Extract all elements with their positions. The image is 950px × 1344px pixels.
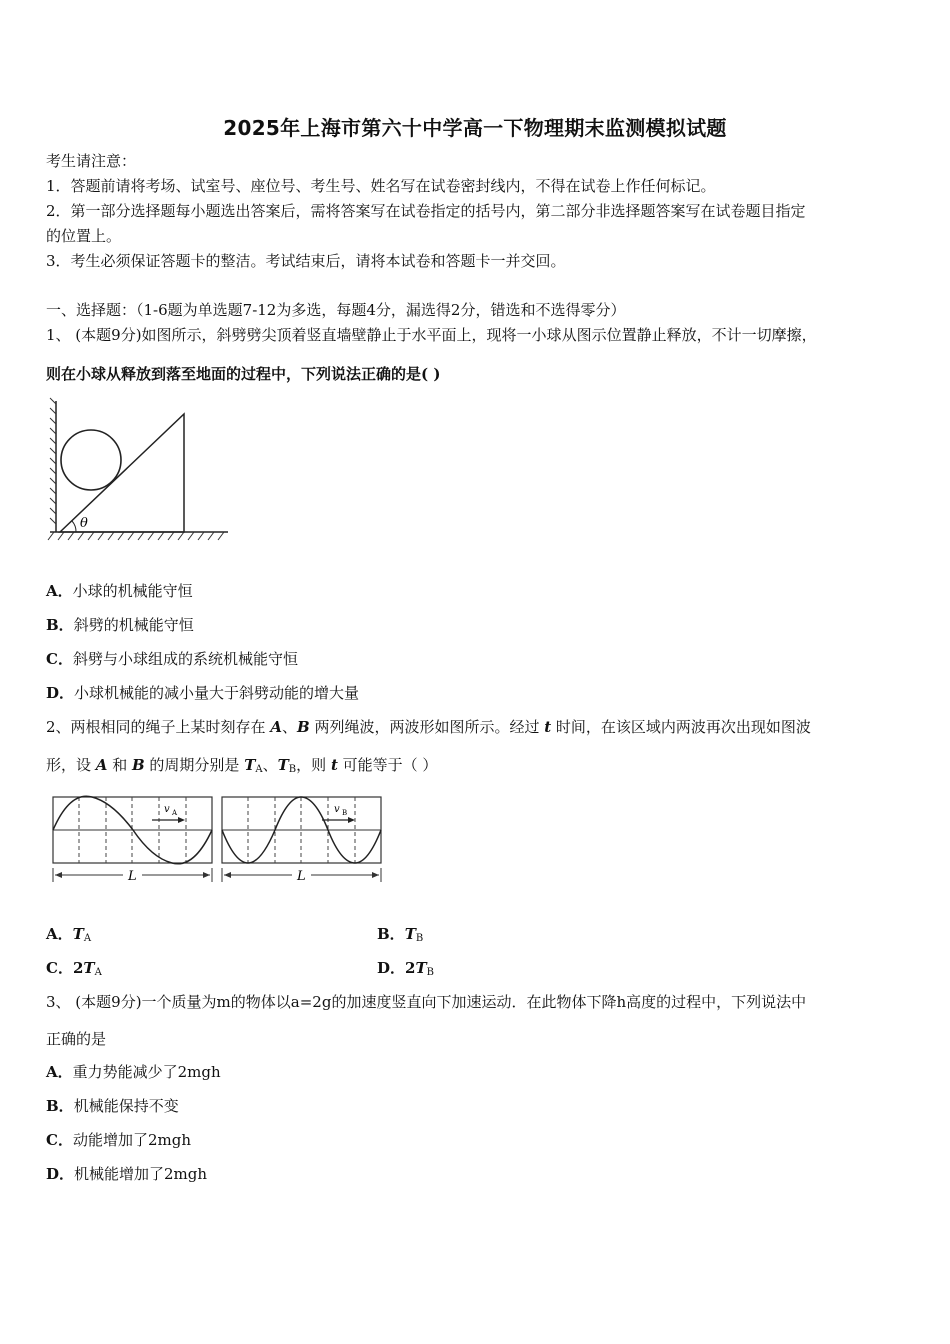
q3-option-a[interactable]: A．重力势能减少了2mgh: [46, 1063, 221, 1081]
q1-option-b[interactable]: B．斜劈的机械能守恒: [46, 616, 194, 634]
q1-stem-line2: 则在小球从释放到落至地面的过程中，下列说法正确的是( ): [46, 365, 441, 383]
q1-figure-theta: θ: [80, 516, 88, 531]
q2-option-c[interactable]: C．$2T_A$: [46, 959, 102, 978]
svg-text:v: v: [164, 804, 170, 815]
q1-figure-wedge-ball: [46, 396, 236, 546]
q1-option-d[interactable]: D．小球机械能的减小量大于斜劈动能的增大量: [46, 684, 360, 702]
svg-text:L: L: [128, 869, 137, 884]
q3-option-c[interactable]: C．动能增加了2mgh: [46, 1131, 191, 1149]
q2-figure-waves: [46, 792, 391, 888]
q1-stem-line1: 1、 (本题9分)如图所示，斜劈劈尖顶着竖直墙壁静止于水平面上，现将一小球从图示位置静止释放，不计一切摩擦，: [46, 326, 817, 344]
q3-option-b[interactable]: B．机械能保持不变: [46, 1097, 179, 1115]
q2-option-a[interactable]: A．$T_A$: [46, 925, 92, 944]
q2-stem-line1: 2、两根相同的绳子上某时刻存在 A、B 两列绳波，两波形如图所示。经过 t 时间，在该区域内两波再次出现如图波: [46, 718, 811, 736]
notice-item-1: 1．答题前请将考场、试室号、座位号、考生号、姓名写在试卷密封线内，不得在试卷上作任何标记。: [46, 177, 716, 195]
notice-item-2: 2．第一部分选择题每小题选出答案后，需将答案写在试卷指定的括号内，第二部分非选择题答案写在试卷题目指定: [46, 202, 806, 220]
svg-text:v: v: [334, 804, 340, 815]
q3-stem-line1: 3、 (本题9分)一个质量为m的物体以a=2g的加速度竖直向下加速运动．在此物体下降h高度的过程中，下列说法中: [46, 993, 807, 1011]
page-title: 2025年上海市第六十中学高一下物理期末监测模拟试题: [223, 116, 727, 140]
svg-text:B: B: [342, 809, 348, 817]
q1-option-a[interactable]: A．小球的机械能守恒: [46, 582, 193, 600]
notice-heading: 考生请注意：: [46, 152, 137, 170]
q1-option-c[interactable]: C．斜劈与小球组成的系统机械能守恒: [46, 650, 298, 668]
q3-stem-line2: 正确的是: [46, 1030, 107, 1048]
q2-option-d[interactable]: D．$2T_B$: [377, 959, 434, 978]
section-heading: 一、选择题：（1-6题为单选题7-12为多选，每题4分，漏选得2分，错选和不选得零分）: [46, 301, 626, 319]
notice-item-2-cont: 的位置上。: [46, 227, 122, 245]
svg-text:L: L: [297, 869, 306, 884]
q3-option-d[interactable]: D．机械能增加了2mgh: [46, 1165, 208, 1183]
q2-stem-line2: 形，设 A 和 B 的周期分别是 $T_A$、$T_B$，则 t 可能等于（ ）: [46, 756, 438, 775]
q2-option-b[interactable]: B．$T_B$: [377, 925, 424, 944]
notice-item-3: 3．考生必须保证答题卡的整洁。考试结束后，请将本试卷和答题卡一并交回。: [46, 252, 566, 270]
svg-text:A: A: [172, 809, 178, 817]
